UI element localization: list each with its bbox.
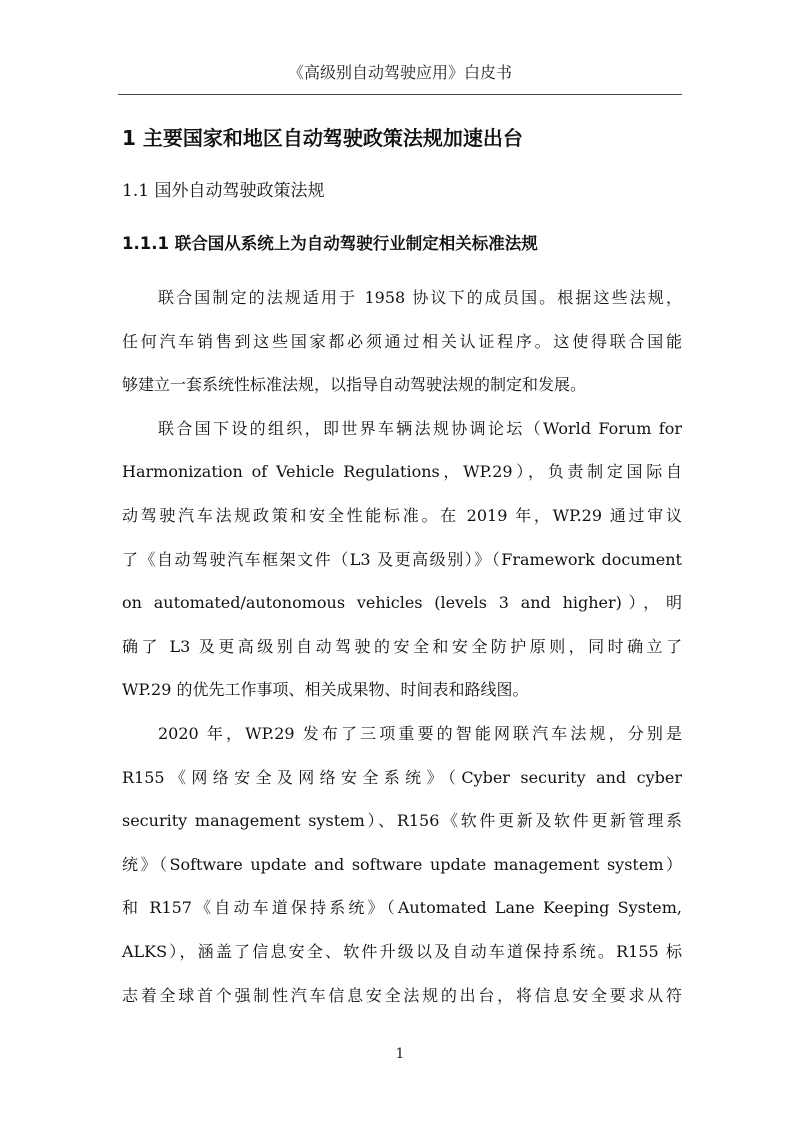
text-line: R155《网络安全及网络安全系统》（Cyber security and cyber [122,767,682,787]
text-line: 了《自动驾驶汽车框架文件（L3 及更高级别）》（Framework document [122,549,682,569]
text-line: 确了 L3 及更高级别自动驾驶的安全和安全防护原则，同时确立了 [122,636,682,656]
text-line: on automated/autonomous vehicles (levels 3 and higher)），明 [122,593,682,613]
text-line: 和 R157《自动车道保持系统》（Automated Lane Keeping System, [122,898,682,918]
text-line: security management system）、R156《软件更新及软件更新管理系 [122,811,682,831]
paragraph-1 [122,276,682,407]
header-title: 《高级别自动驾驶应用》白皮书 [287,63,512,82]
text-line: 志着全球首个强制性汽车信息安全法规的出台，将信息安全要求从符 [122,985,682,1005]
text-line: 联合国下设的组织，即世界车辆法规协调论坛（World Forum for [158,418,682,438]
paragraph-3 [122,712,682,1017]
page-number: 1 [395,1046,405,1062]
text-line: Harmonization of Vehicle Regulations，WP.29），负责制定国际自 [122,462,682,482]
paragraph-2 [122,407,682,712]
body-text [122,276,682,1017]
text-line: 任何汽车销售到这些国家都必须通过相关认证程序。这使得联合国能 [122,331,682,351]
text-line: 2020 年，WP.29 发布了三项重要的智能网联汽车法规，分别是 [158,723,682,743]
header-divider [118,94,682,95]
heading-level-1: 1 主要国家和地区自动驾驶政策法规加速出台 [122,126,523,150]
text-line: 够建立一套系统性标准法规，以指导自动驾驶法规的制定和发展。 [122,375,587,395]
text-line: ALKS），涵盖了信息安全、软件升级以及自动车道保持系统。R155 标 [122,941,682,961]
text-line: 统》（Software update and software update management system） [122,854,682,874]
text-line: 联合国制定的法规适用于 1958 协议下的成员国。根据这些法规， [158,288,682,307]
text-line: WP.29 的优先工作事项、相关成果物、时间表和路线图。 [122,680,529,700]
heading-level-3: 1.1.1 联合国从系统上为自动驾驶行业制定相关标准法规 [122,234,538,253]
heading-level-2: 1.1 国外自动驾驶政策法规 [122,181,325,201]
text-line: 动驾驶汽车法规政策和安全性能标准。在 2019 年，WP.29 通过审议 [122,505,682,525]
